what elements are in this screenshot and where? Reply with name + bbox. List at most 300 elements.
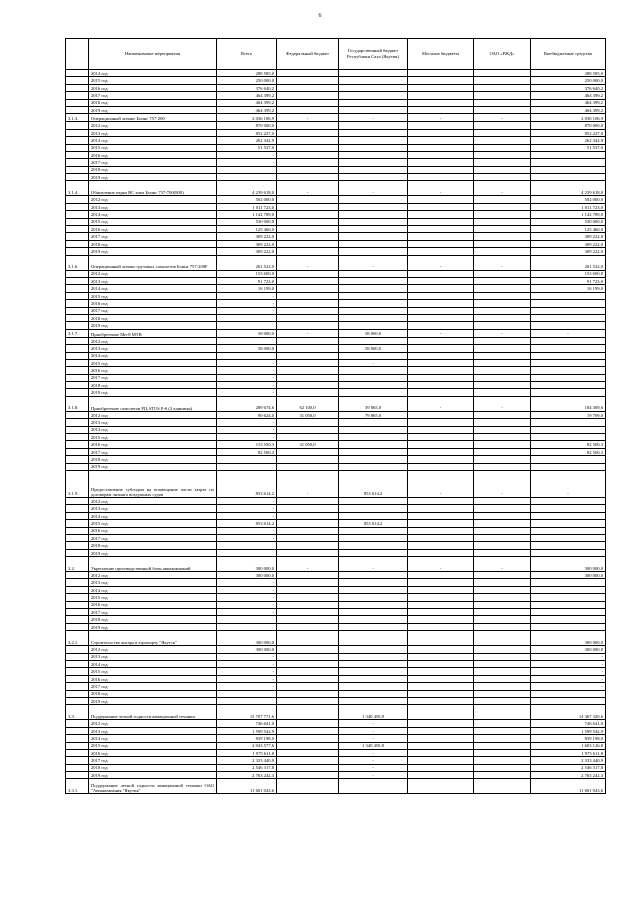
cell-local (408, 84, 474, 91)
cell-name: 2019 год (89, 322, 217, 329)
cell-name: 2016 год (89, 300, 217, 307)
cell-offbudget: 2 546 317,8 (531, 764, 606, 771)
cell-republic (339, 631, 408, 646)
cell-republic: - (339, 764, 408, 771)
cell-local (408, 675, 474, 682)
cell-num (66, 720, 89, 727)
cell-rzd (474, 166, 531, 173)
cell-republic (339, 426, 408, 433)
cell-local (408, 631, 474, 646)
cell-name: 2018 год (89, 456, 217, 463)
table-row (66, 233, 606, 240)
cell-rzd (474, 270, 531, 277)
cell-name: 2015 год (89, 144, 217, 151)
cell-total (217, 623, 277, 630)
cell-rzd (474, 285, 531, 292)
cell-name: 2012 год (89, 337, 217, 344)
table-row (66, 70, 606, 77)
table-row (66, 520, 606, 527)
budget-table (65, 38, 606, 794)
cell-federal (277, 382, 339, 389)
cell-name: 2019 год (89, 174, 217, 181)
cell-num (66, 166, 89, 173)
cell-num (66, 196, 89, 203)
cell-rzd (474, 84, 531, 91)
cell-federal (277, 594, 339, 601)
cell-republic: - (339, 720, 408, 727)
cell-federal (277, 512, 339, 519)
cell-federal (277, 359, 339, 366)
cell-federal (277, 144, 339, 151)
cell-federal (277, 631, 339, 646)
cell-federal (277, 646, 339, 653)
cell-republic (339, 456, 408, 463)
cell-offbudget: 309 222,0 (531, 240, 606, 247)
table-row (66, 337, 606, 344)
cell-local (408, 549, 474, 556)
cell-num (66, 661, 89, 668)
cell-name: 2017 год (89, 534, 217, 541)
cell-republic (339, 270, 408, 277)
table-row (66, 653, 606, 660)
cell-offbudget: 530 000,0 (531, 218, 606, 225)
cell-total: - (217, 594, 277, 601)
cell-local (408, 441, 474, 448)
cell-republic: - (339, 772, 408, 779)
cell-local (408, 203, 474, 210)
cell-federal (277, 764, 339, 771)
table-row (66, 92, 606, 99)
cell-total: 125 460,0 (217, 226, 277, 233)
cell-federal (277, 497, 339, 504)
cell-rzd (474, 697, 531, 704)
cell-offbudget: - (531, 668, 606, 675)
cell-republic (339, 92, 408, 99)
cell-federal: - (277, 114, 339, 122)
cell-rzd (474, 742, 531, 749)
cell-name: 2018 год (89, 240, 217, 247)
cell-local (408, 456, 474, 463)
cell-rzd (474, 441, 531, 448)
cell-total: - (217, 389, 277, 396)
cell-federal (277, 742, 339, 749)
cell-name: Приобретение самолетов PILATUS P-6 (2 единицы) (89, 396, 217, 411)
cell-name: 2014 год (89, 586, 217, 593)
cell-rzd (474, 159, 531, 166)
cell-rzd (474, 203, 531, 210)
cell-total: - (217, 292, 277, 299)
cell-name: 2014 год (89, 735, 217, 742)
cell-name: 2018 год (89, 382, 217, 389)
cell-local (408, 646, 474, 653)
cell-total: - (217, 419, 277, 426)
cell-total (217, 549, 277, 556)
cell-federal (277, 419, 339, 426)
cell-local (408, 159, 474, 166)
cell-federal (277, 92, 339, 99)
cell-offbudget (531, 367, 606, 374)
cell-rzd (474, 419, 531, 426)
cell-local (408, 520, 474, 527)
cell-rzd (474, 586, 531, 593)
cell-republic (339, 174, 408, 181)
cell-total: - (217, 359, 277, 366)
cell-num (66, 683, 89, 690)
cell-offbudget (531, 345, 606, 352)
cell-name: 2019 год (89, 106, 217, 113)
cell-name: 2013 год (89, 277, 217, 284)
cell-offbudget (531, 579, 606, 586)
cell-republic (339, 70, 408, 77)
table-row (66, 218, 606, 225)
header-offbudget: Внебюджетные средства (531, 39, 606, 70)
cell-offbudget: 300 000,0 (531, 572, 606, 579)
cell-name: Операционный лизинг грузовых самолетов Боинг 757-200F (89, 255, 217, 270)
cell-rzd (474, 322, 531, 329)
cell-republic (339, 226, 408, 233)
cell-name: Приобретение Ми-8 МТВ (89, 329, 217, 337)
cell-offbudget: 1 599 542,9 (531, 727, 606, 734)
cell-federal (277, 609, 339, 616)
cell-total: - (217, 307, 277, 314)
cell-total (217, 690, 277, 697)
cell-num (66, 211, 89, 218)
cell-offbudget: 464 399,2 (531, 106, 606, 113)
cell-republic (339, 609, 408, 616)
cell-total: 464 399,2 (217, 92, 277, 99)
cell-republic (339, 646, 408, 653)
cell-local (408, 419, 474, 426)
cell-name: 2017 год (89, 92, 217, 99)
cell-rzd (474, 542, 531, 549)
cell-total (217, 174, 277, 181)
cell-republic (339, 314, 408, 321)
table-row (66, 285, 606, 292)
cell-federal: - (277, 255, 339, 270)
cell-federal (277, 661, 339, 668)
cell-total: 300 000,0 (217, 631, 277, 646)
cell-federal (277, 434, 339, 441)
header-local: Местные бюджеты (408, 39, 474, 70)
cell-name: 2015 год (89, 594, 217, 601)
cell-total: 1 011 723,0 (217, 203, 277, 210)
cell-rzd (474, 534, 531, 541)
cell-offbudget: 16 199,0 (531, 285, 606, 292)
cell-local (408, 92, 474, 99)
cell-offbudget (531, 534, 606, 541)
cell-offbudget (531, 374, 606, 381)
cell-total (217, 166, 277, 173)
table-row (66, 151, 606, 158)
cell-num (66, 106, 89, 113)
cell-offbudget (531, 322, 606, 329)
cell-local: - (408, 181, 474, 196)
cell-local (408, 527, 474, 534)
cell-federal (277, 285, 339, 292)
cell-total: 376 640,2 (217, 84, 277, 91)
cell-name: 2014 год (89, 352, 217, 359)
cell-total: 2 333 440,9 (217, 757, 277, 764)
cell-rzd (474, 352, 531, 359)
cell-republic (339, 300, 408, 307)
cell-total: 113 550,3 (217, 441, 277, 448)
header-name: Наименование мероприятия (89, 39, 217, 70)
cell-local (408, 779, 474, 794)
cell-name: 2014 год (89, 211, 217, 218)
cell-federal (277, 675, 339, 682)
cell-republic (339, 337, 408, 344)
cell-republic (339, 382, 408, 389)
cell-num (66, 367, 89, 374)
cell-federal (277, 277, 339, 284)
cell-federal (277, 772, 339, 779)
cell-num (66, 411, 89, 418)
cell-offbudget: 2 333 440,9 (531, 757, 606, 764)
cell-federal (277, 572, 339, 579)
cell-republic (339, 668, 408, 675)
cell-federal (277, 757, 339, 764)
cell-total: - (217, 374, 277, 381)
cell-rzd (474, 151, 531, 158)
table-row-section (66, 470, 606, 497)
table-row (66, 307, 606, 314)
cell-rzd: - (474, 114, 531, 122)
table-row (66, 735, 606, 742)
cell-rzd (474, 92, 531, 99)
cell-rzd (474, 218, 531, 225)
cell-name: 2013 год (89, 203, 217, 210)
cell-local (408, 137, 474, 144)
cell-local (408, 151, 474, 158)
cell-local (408, 683, 474, 690)
cell-rzd (474, 683, 531, 690)
cell-offbudget: - (531, 683, 606, 690)
cell-republic: - (339, 114, 408, 122)
cell-total: - (217, 683, 277, 690)
cell-rzd: - (474, 181, 531, 196)
cell-rzd (474, 337, 531, 344)
cell-republic (339, 389, 408, 396)
table-row (66, 211, 606, 218)
cell-federal (277, 367, 339, 374)
table-row (66, 426, 606, 433)
cell-local (408, 661, 474, 668)
cell-federal: - (277, 557, 339, 572)
cell-offbudget (531, 505, 606, 512)
cell-republic (339, 419, 408, 426)
cell-total (217, 456, 277, 463)
cell-total: - (217, 668, 277, 675)
cell-total: 853 614,2 (217, 470, 277, 497)
cell-offbudget: 502 000,0 (531, 196, 606, 203)
cell-total: 309 222,0 (217, 233, 277, 240)
header-row (66, 39, 606, 70)
table-row-section (66, 557, 606, 572)
table-row (66, 174, 606, 181)
cell-federal (277, 505, 339, 512)
cell-offbudget (531, 300, 606, 307)
cell-rzd (474, 345, 531, 352)
cell-num (66, 345, 89, 352)
cell-num (66, 374, 89, 381)
cell-offbudget (531, 382, 606, 389)
cell-federal (277, 549, 339, 556)
cell-num (66, 337, 89, 344)
cell-federal (277, 579, 339, 586)
cell-num (66, 218, 89, 225)
cell-republic: - (339, 181, 408, 196)
table-row (66, 300, 606, 307)
cell-federal (277, 151, 339, 158)
cell-total: 309 222,0 (217, 248, 277, 255)
cell-local (408, 668, 474, 675)
cell-num (66, 579, 89, 586)
cell-federal (277, 122, 339, 129)
table-row (66, 456, 606, 463)
cell-rzd (474, 106, 531, 113)
cell-offbudget (531, 159, 606, 166)
cell-local (408, 174, 474, 181)
cell-local (408, 307, 474, 314)
cell-rzd (474, 426, 531, 433)
cell-local: - (408, 329, 474, 337)
cell-local (408, 322, 474, 329)
cell-num (66, 512, 89, 519)
cell-federal (277, 314, 339, 321)
table-row (66, 314, 606, 321)
cell-offbudget: - (531, 329, 606, 337)
cell-rzd (474, 240, 531, 247)
cell-republic (339, 166, 408, 173)
cell-republic (339, 159, 408, 166)
cell-name: 2015 год (89, 742, 217, 749)
cell-local (408, 389, 474, 396)
cell-rzd (474, 623, 531, 630)
cell-num (66, 727, 89, 734)
cell-name: 2017 год (89, 307, 217, 314)
cell-local (408, 411, 474, 418)
cell-local (408, 122, 474, 129)
cell-local (408, 505, 474, 512)
cell-federal: - (277, 181, 339, 196)
cell-num (66, 646, 89, 653)
cell-num (66, 159, 89, 166)
cell-republic (339, 307, 408, 314)
table-row (66, 144, 606, 151)
cell-offbudget (531, 609, 606, 616)
cell-offbudget: 82 500,3 (531, 441, 606, 448)
cell-num (66, 623, 89, 630)
cell-total: - (217, 151, 277, 158)
cell-offbudget (531, 586, 606, 593)
cell-republic (339, 448, 408, 455)
header-total: Всего (217, 39, 277, 70)
table-row (66, 668, 606, 675)
cell-federal (277, 527, 339, 534)
cell-num (66, 497, 89, 504)
header-republic: Государственный бюджет Республики Саха (Якутия) (339, 39, 408, 70)
cell-total: 1 975 611,8 (217, 749, 277, 756)
cell-rzd (474, 70, 531, 77)
cell-local (408, 601, 474, 608)
cell-name: 2014 год (89, 285, 217, 292)
cell-federal (277, 159, 339, 166)
table-row (66, 542, 606, 549)
cell-federal (277, 248, 339, 255)
table-row (66, 382, 606, 389)
cell-name: 2017 год (89, 374, 217, 381)
cell-offbudget: - (531, 653, 606, 660)
cell-offbudget: 19 709,0 (531, 411, 606, 418)
cell-federal (277, 307, 339, 314)
cell-local (408, 497, 474, 504)
cell-offbudget (531, 314, 606, 321)
cell-total: 2 763 242,3 (217, 772, 277, 779)
cell-name: 2017 год (89, 757, 217, 764)
cell-local (408, 623, 474, 630)
cell-total: 1 142 789,0 (217, 211, 277, 218)
cell-rzd (474, 248, 531, 255)
cell-offbudget (531, 616, 606, 623)
cell-republic (339, 196, 408, 203)
cell-offbudget: 300 000,0 (531, 557, 606, 572)
cell-rzd (474, 226, 531, 233)
cell-offbudget: 870 000,0 (531, 122, 606, 129)
cell-federal (277, 196, 339, 203)
cell-num (66, 609, 89, 616)
cell-offbudget (531, 426, 606, 433)
cell-federal (277, 534, 339, 541)
cell-federal: - (277, 329, 339, 337)
cell-offbudget: 2 763 242,3 (531, 772, 606, 779)
cell-name: 2019 год (89, 549, 217, 556)
cell-num (66, 382, 89, 389)
cell-republic (339, 586, 408, 593)
cell-local (408, 314, 474, 321)
cell-rzd (474, 99, 531, 106)
cell-rzd (474, 690, 531, 697)
table-row (66, 203, 606, 210)
cell-local (408, 594, 474, 601)
table-row-section (66, 705, 606, 720)
cell-num (66, 70, 89, 77)
cell-federal (277, 749, 339, 756)
cell-republic: - (339, 359, 408, 366)
cell-total (217, 697, 277, 704)
cell-name: 2013 год (89, 345, 217, 352)
cell-rzd (474, 434, 531, 441)
cell-name: Строительство ангара в аэропорту "Якутск" (89, 631, 217, 646)
cell-name: Обновление парка ВС типа Боинг 737-700(800) (89, 181, 217, 196)
cell-rzd (474, 705, 531, 720)
cell-total: - (217, 382, 277, 389)
cell-federal (277, 166, 339, 173)
cell-num (66, 572, 89, 579)
cell-republic (339, 616, 408, 623)
cell-rzd (474, 646, 531, 653)
cell-total: 51 537,0 (217, 144, 277, 151)
cell-total: 2 036 106,9 (217, 114, 277, 122)
cell-republic (339, 697, 408, 704)
cell-offbudget (531, 389, 606, 396)
cell-offbudget: 300 000,0 (531, 631, 606, 646)
cell-name: 2014 год (89, 661, 217, 668)
cell-offbudget: 2 036 106,9 (531, 114, 606, 122)
cell-federal (277, 623, 339, 630)
cell-rzd (474, 772, 531, 779)
cell-num (66, 675, 89, 682)
cell-offbudget: 300 000,0 (531, 646, 606, 653)
